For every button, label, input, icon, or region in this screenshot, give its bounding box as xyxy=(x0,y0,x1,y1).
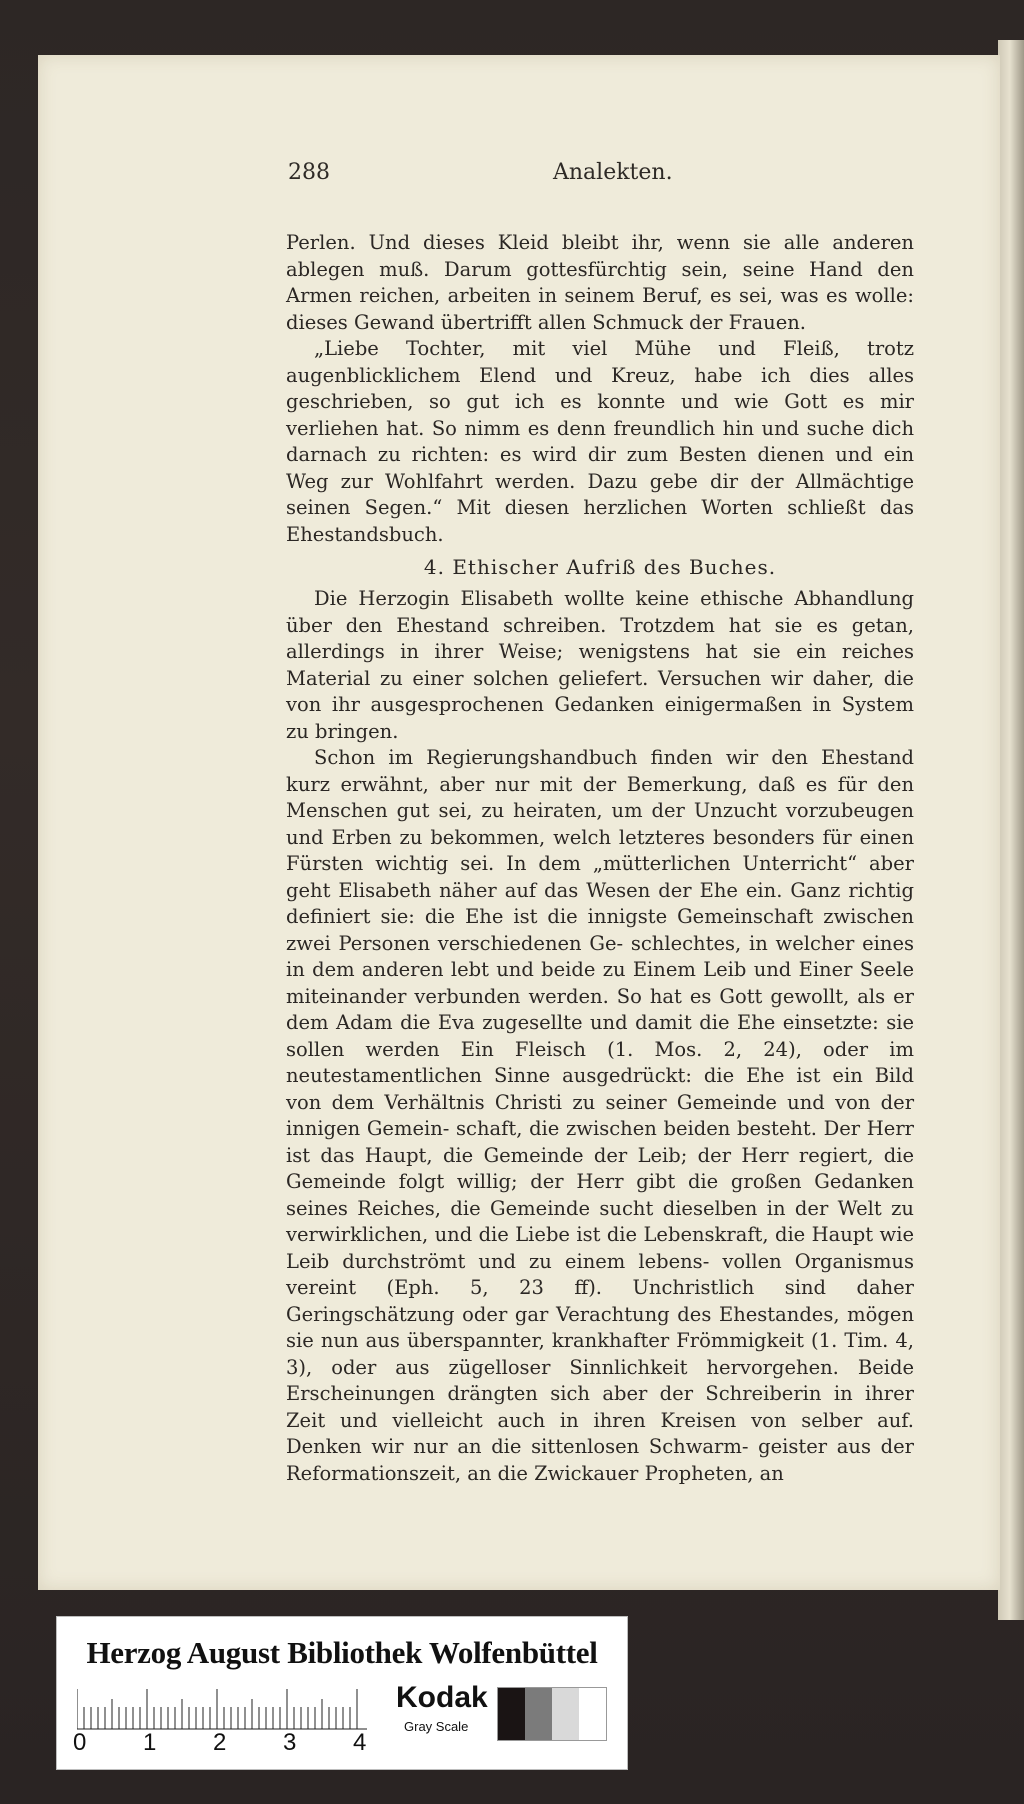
text-line: Besten dienen und ein Weg zur Wohlfahrt werden. Dazu gebe dir xyxy=(286,443,915,493)
ruler-number: 4 xyxy=(353,1729,367,1756)
text-line: der Herr gibt die großen Gedanken seines Reiches, die Gemeinde xyxy=(286,1170,914,1220)
running-title: Analekten. xyxy=(553,160,673,185)
section-heading: 4. Ethischer Aufriß des Buches. xyxy=(423,555,777,579)
text-line: der Allmächtige seinen Segen.“ Mit diesen herzlichen Worten schließt xyxy=(286,469,914,519)
text-line: solchen geliefert. Versuchen wir daher, die von ihr ausgesprochenen xyxy=(286,666,914,716)
gray-swatch xyxy=(525,1688,552,1740)
text-line: Schon im Regierungshandbuch finden wir den Ehestand kurz xyxy=(286,746,914,796)
text-line: Verhältnis Christi zu seiner Gemeinde und von der innigen Gemein- xyxy=(286,1090,915,1140)
paragraph-3 xyxy=(286,586,914,745)
gray-scale-swatches xyxy=(497,1687,607,1741)
text-line: Leib und Einer Seele miteinander verbunden werden. So hat es xyxy=(286,958,914,1008)
text-line: das Ehestandsbuch. xyxy=(286,496,915,546)
text-line: Gedanken einigermaßen in System zu bringen. xyxy=(286,693,915,743)
text-line: Die Herzogin Elisabeth wollte keine ethische Abhandlung xyxy=(314,587,914,610)
text-line: Kreisen von selber auf. Denken wir nur an die sittenlosen Schwarm- xyxy=(286,1408,915,1458)
text-line: zügelloser Sinnlichkeit hervorgehen. Beide Erscheinungen drängten xyxy=(286,1355,915,1405)
gray-swatch xyxy=(498,1688,525,1740)
text-line: „Liebe Tochter, mit viel Mühe und Fleiß, trotz augenblicklichem xyxy=(286,337,914,387)
text-line: Gemeinde der Leib; der Herr regiert, die Gemeinde folgt willig; xyxy=(286,1143,914,1193)
paragraph-1 xyxy=(286,230,914,336)
text-line: muß. Darum gottesfürchtig sein, seine Hand den Armen reichen, xyxy=(286,257,914,307)
text-line: sucht dieselben in der Welt zu verwirklichen, und die Liebe ist die xyxy=(286,1196,914,1246)
text-line: Ehe einsetzte: sie sollen werden Ein Fleisch (1. Mos. 2, 24), oder im xyxy=(286,1011,914,1061)
text-line: arbeiten in seinem Beruf, es sei, was es wolle: dieses Gewand xyxy=(286,284,914,334)
text-line: neutestamentlichen Sinne ausgedrückt: die Ehe ist ein Bild von dem xyxy=(286,1064,914,1114)
ruler-number: 0 xyxy=(73,1729,87,1756)
text-line: in ihrer Weise; wenigstens hat sie ein reiches Material zu einer xyxy=(286,640,915,690)
paragraph-2 xyxy=(286,336,914,548)
ruler-scale xyxy=(77,1681,427,1733)
text-line: In dem „mütterlichen Unterricht“ aber geht Elisabeth näher auf das xyxy=(286,852,915,902)
text-line: Wesen der Ehe ein. Ganz richtig definiert sie: die Ehe ist die xyxy=(286,878,915,928)
text-line: übertrifft allen Schmuck der Frauen. xyxy=(440,310,806,334)
text-line: schaft, die zwischen beiden besteht. Der Herr ist das Haupt, die xyxy=(286,1117,914,1167)
text-line: Perlen. Und dieses Kleid bleibt ihr, wenn sie alle anderen ablegen xyxy=(286,231,914,281)
text-line: Elend und Kreuz, habe ich dies alles geschrieben, so gut ich es xyxy=(286,363,914,413)
paragraph-4 xyxy=(286,745,914,1487)
text-line: Geringschätzung oder gar Verachtung des Ehestandes, mögen sie nun xyxy=(286,1302,914,1352)
text-line: sich aber der Schreiberin in ihrer Zeit und vielleicht auch in ihren xyxy=(286,1382,914,1432)
text-line: Gott gewollt, als er dem Adam die Eva zugesellte und damit die xyxy=(286,984,914,1034)
ruler-number: 1 xyxy=(143,1729,157,1756)
text-line: Lebenskraft, die Haupt wie Leib durchströmt und zu einem lebens- xyxy=(286,1223,914,1273)
gray-swatch xyxy=(552,1688,579,1740)
text-line: gut sei, zu heiraten, um der Unzucht vorzubeugen und Erben zu xyxy=(286,799,914,849)
ruler-number: 2 xyxy=(213,1729,227,1756)
running-head xyxy=(288,160,908,190)
ruler-number: 3 xyxy=(283,1729,297,1756)
text-block-top xyxy=(286,230,914,548)
text-line: freundlich hin und suche dich darnach zu richten: es wird dir zum xyxy=(286,416,915,466)
gray-scale-label: Gray Scale xyxy=(404,1719,469,1734)
color-target-card xyxy=(56,1616,628,1770)
kodak-logo: Kodak xyxy=(396,1681,488,1714)
text-line: über den Ehestand schreiben. Trotzdem hat sie es getan, allerdings xyxy=(286,613,914,663)
text-line: vollen Organismus vereint (Eph. 5, 23 ff). Unchristlich sind daher xyxy=(286,1249,914,1299)
text-block-bottom xyxy=(286,586,914,1487)
text-line: geister aus der Reformationszeit, an die Zwickauer Propheten, an xyxy=(286,1435,914,1485)
gray-swatch xyxy=(579,1688,606,1740)
text-line: aus überspannter, krankhafter Frömmigkeit (1. Tim. 4, 3), oder aus xyxy=(286,1329,914,1379)
page-number: 288 xyxy=(288,160,330,185)
text-line: innigste Gemeinschaft zwischen zwei Personen verschiedenen Ge- xyxy=(286,905,914,955)
text-line: konnte und wie Gott es mir verliehen hat. So nimm es denn xyxy=(286,390,915,440)
text-line: erwähnt, aber nur mit der Bemerkung, daß es für den Menschen xyxy=(286,772,915,822)
library-label: Herzog August Bibliothek Wolfenbüttel xyxy=(86,1635,598,1670)
text-line: schlechtes, in welcher eines in dem anderen lebt und beide zu Einem xyxy=(286,931,914,981)
text-line: bekommen, welch letzteres besonders für einen Fürsten wichtig sei. xyxy=(286,825,914,875)
next-page-edge xyxy=(998,40,1024,1620)
